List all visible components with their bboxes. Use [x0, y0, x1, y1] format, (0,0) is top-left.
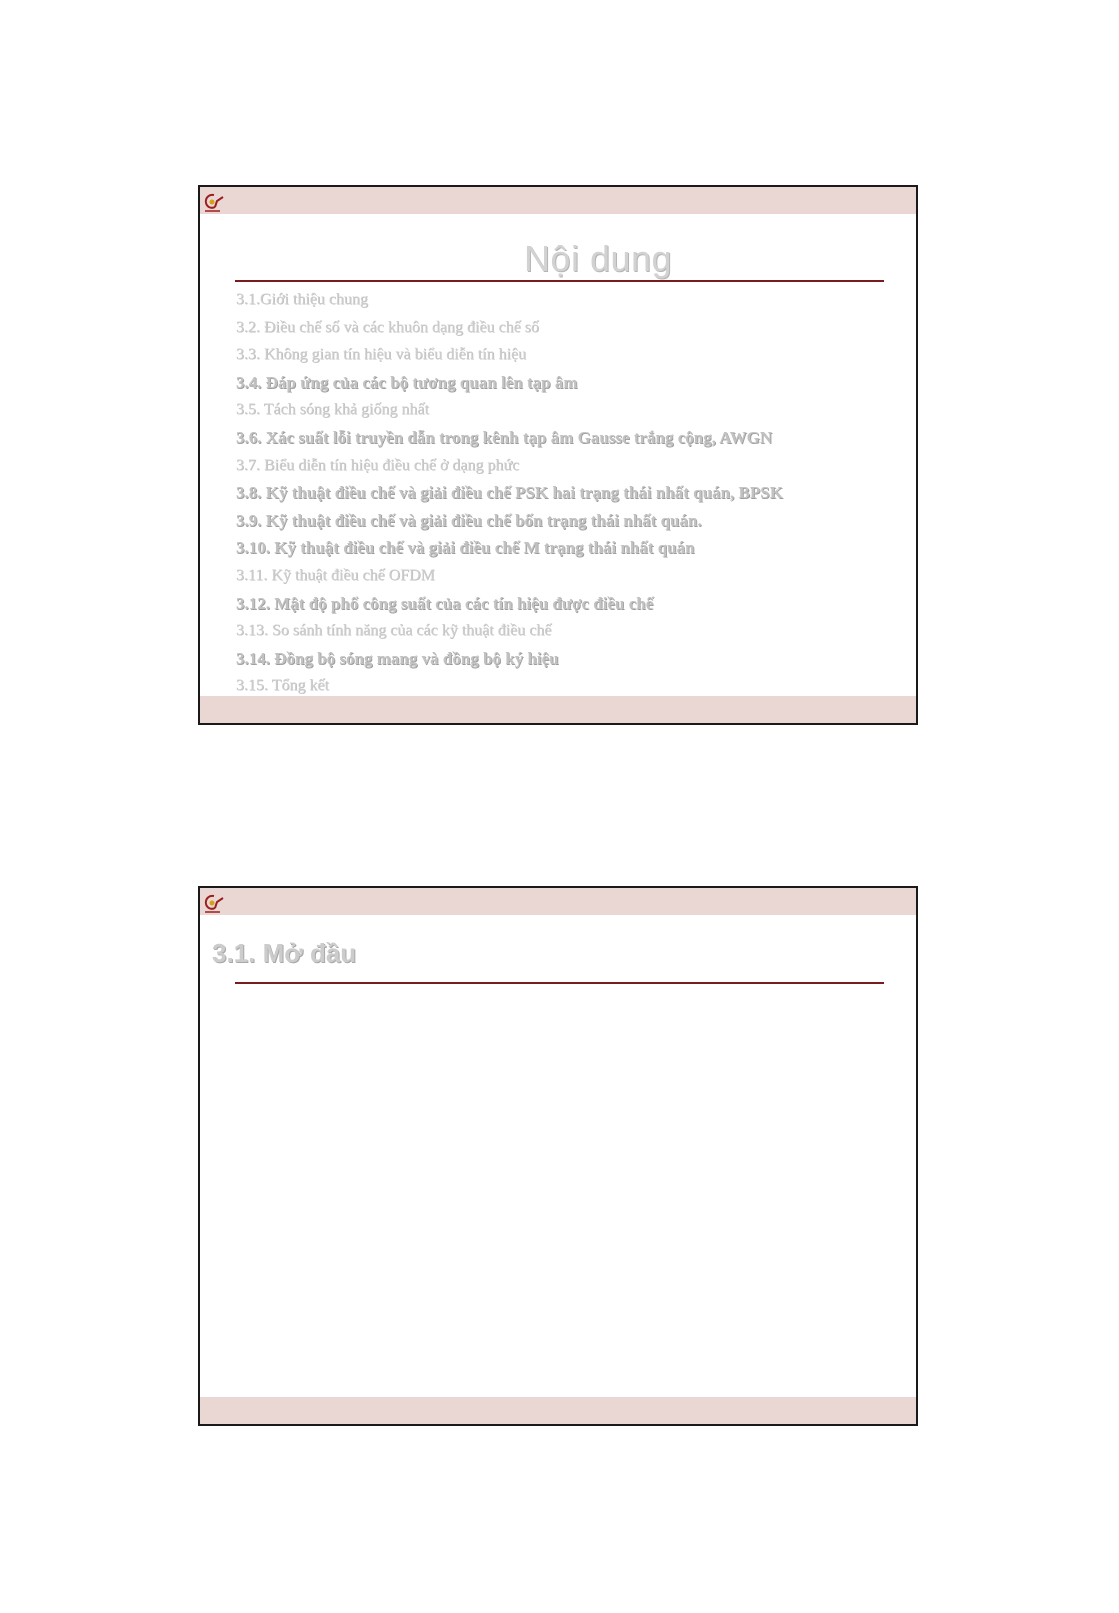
slide-introduction	[198, 886, 918, 1426]
list-item: 3.15. Tổng kết	[236, 677, 330, 695]
title-divider	[235, 982, 884, 984]
slide-title: 3.1. Mở đầu	[212, 938, 357, 968]
contents-list	[236, 286, 886, 700]
slide-footer-band	[200, 1397, 916, 1424]
title-divider	[235, 280, 884, 282]
logo-icon	[202, 892, 226, 916]
list-item: 3.2. Điều chế số và các khuôn dạng điều chế số	[236, 318, 540, 336]
slide-header-band	[200, 888, 916, 915]
slide-header-band	[200, 187, 916, 214]
list-item: 3.7. Biểu diễn tín hiệu điều chế ở dạng phức	[236, 456, 520, 474]
list-item: 3.10. Kỹ thuật điều chế và giải điều chế M trạng thái nhất quán	[236, 538, 695, 558]
list-item: 3.13. So sánh tính năng của các kỹ thuật điều chế	[236, 622, 552, 640]
list-item: 3.9. Kỹ thuật điều chế và giải điều chế bốn trạng thái nhất quán.	[236, 510, 702, 530]
slide-table-of-contents	[198, 185, 918, 725]
slide-title: Nội dung	[523, 238, 673, 279]
list-item: 3.4. Đáp ứng của các bộ tương quan lên tạp âm	[236, 372, 578, 392]
list-item: 3.11. Kỹ thuật điều chế OFDM	[236, 566, 435, 584]
list-item: 3.5. Tách sóng khả giống nhất	[236, 401, 430, 419]
logo-icon	[202, 191, 226, 215]
slide-footer-band	[200, 696, 916, 723]
list-item: 3.14. Đồng bộ sóng mang và đồng bộ ký hiệu	[236, 648, 559, 668]
list-item: 3.12. Mật độ phổ công suất của các tín hiệu được điều chế	[236, 593, 654, 613]
list-item: 3.1.Giới thiệu chung	[236, 291, 368, 308]
list-item: 3.8. Kỹ thuật điều chế và giải điều chế PSK hai trạng thái nhất quán, BPSK	[236, 483, 783, 503]
list-item: 3.6. Xác suất lỗi truyền dẫn trong kênh tạp âm Gausse trắng cộng, AWGN	[236, 427, 773, 447]
list-item: 3.3. Không gian tín hiệu và biểu diễn tín hiệu	[236, 346, 527, 364]
